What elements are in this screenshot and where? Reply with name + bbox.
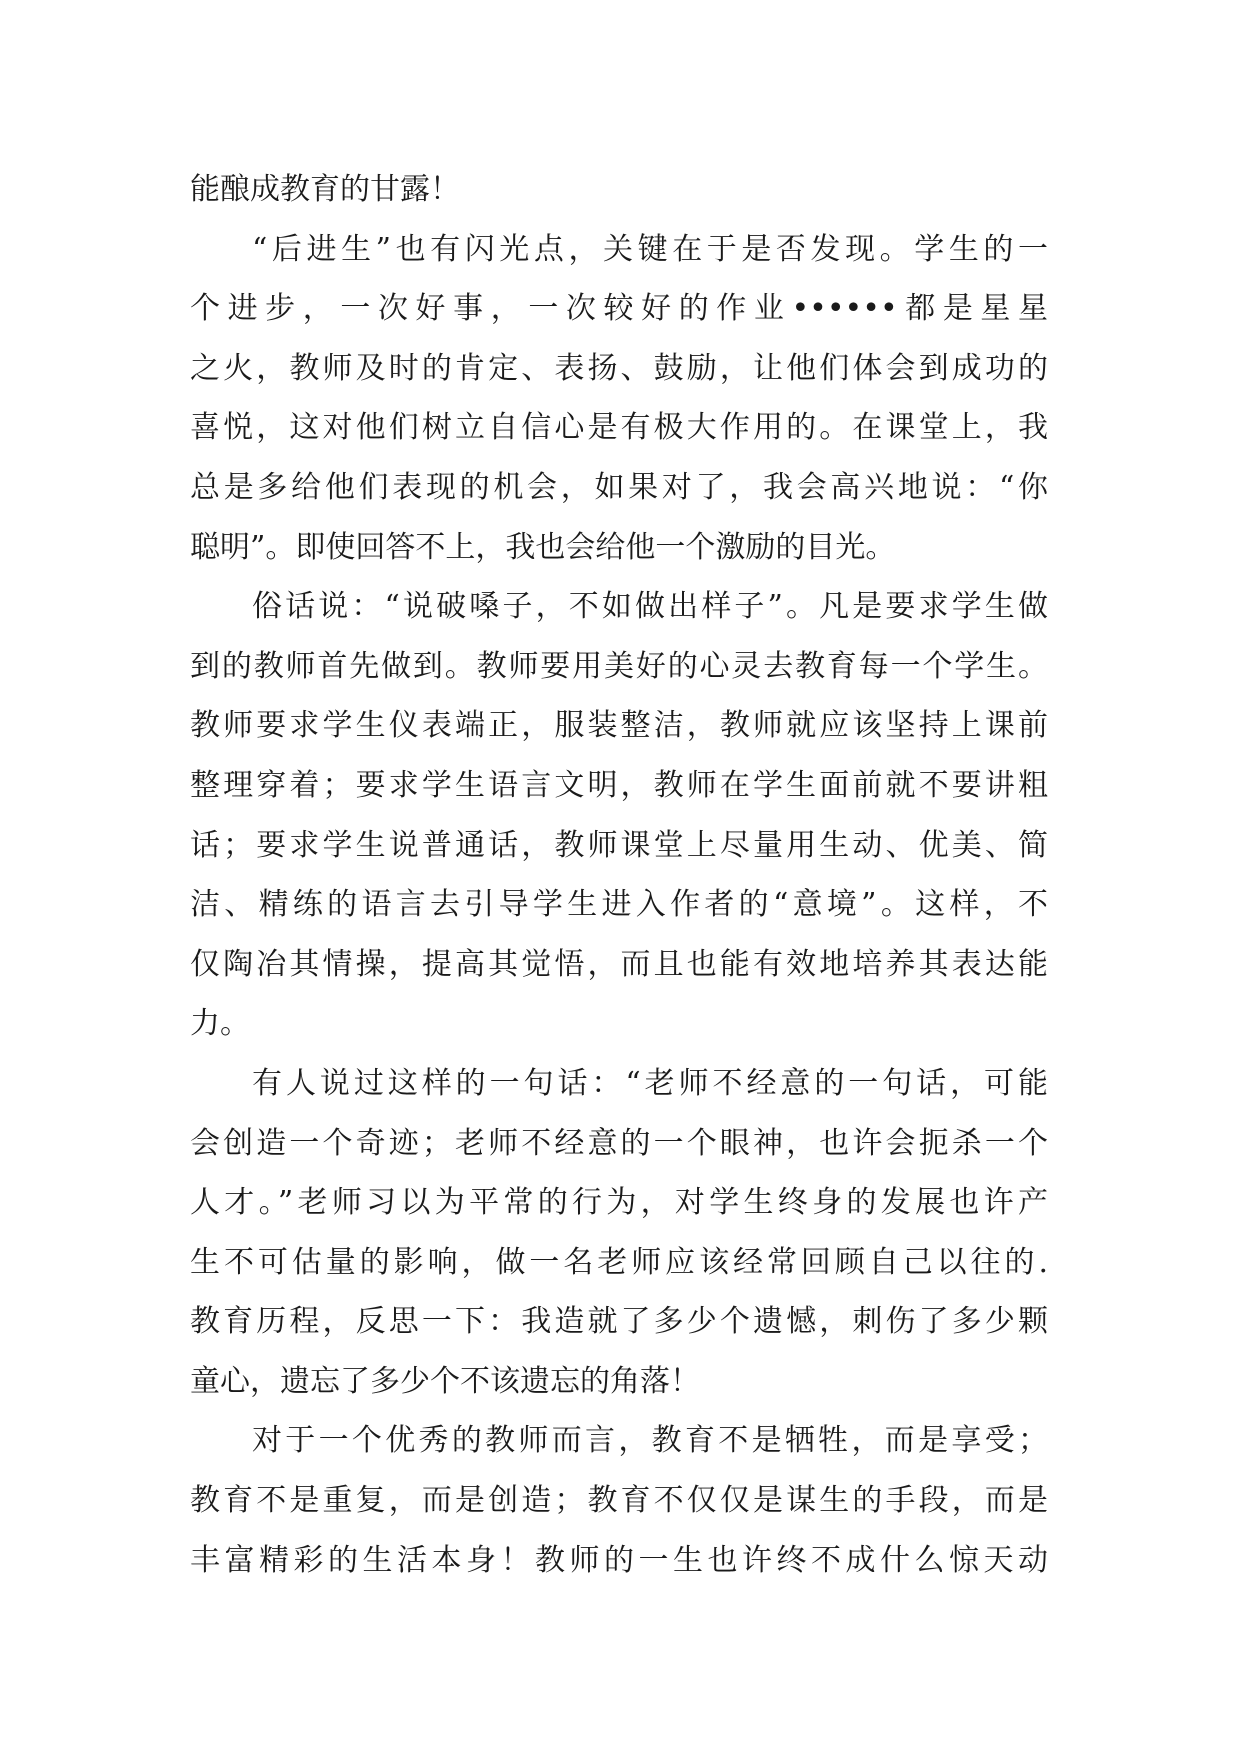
text-line: 丰富精彩的生活本身！教师的一生也许终不成什么惊天动 [190,1542,1048,1578]
paragraph-4 [190,1054,1048,1412]
text-line: 之火，教师及时的肯定、表扬、鼓励，让他们体会到成功的 [190,350,1048,386]
text-line: 教育历程，反思一下：我造就了多少个遗憾，刺伤了多少颗 [190,1304,1048,1340]
text-line: 对于一个优秀的教师而言，教育不是牺牲，而是享受； [252,1423,1048,1459]
text-line: 话；要求学生说普通话，教师课堂上尽量用生动、优美、简 [190,827,1048,863]
text-line: “后进生”也有闪光点，关键在于是否发现。学生的一 [252,231,1048,267]
text-line: 教师要求学生仪表端正，服装整洁，教师就应该坚持上课前 [190,708,1048,744]
text-line: 洁、精练的语言去引导学生进入作者的“意境”。这样，不 [190,887,1048,923]
text-line: 仅陶冶其情操，提高其觉悟，而且也能有效地培养其表达能 [190,946,1048,982]
paragraph-3 [190,577,1048,1054]
text-line: 力。 [190,1006,250,1042]
paragraph-5 [190,1411,1048,1590]
text-line: 童心，遗忘了多少个不该遗忘的角落！ [190,1363,700,1399]
text-line: 俗话说：“说破嗓子，不如做出样子”。凡是要求学生做 [252,589,1048,625]
paragraph-2 [190,220,1048,578]
text-line: 整理穿着；要求学生语言文明，教师在学生面前就不要讲粗 [190,767,1048,803]
text-line: 有人说过这样的一句话：“老师不经意的一句话，可能 [252,1065,1048,1101]
text-line: 人才。”老师习以为平常的行为，对学生终身的发展也许产 [190,1185,1048,1221]
text-line: 到的教师首先做到。教师要用美好的心灵去教育每一个学生。 [190,648,1048,684]
text-line: 聪明”。即使回答不上，我也会给他一个激励的目光。 [190,529,896,565]
text-line: 生不可估量的影响，做一名老师应该经常回顾自己以往的. [190,1244,1048,1280]
paragraph-1 [190,160,1048,220]
text-line: 会创造一个奇迹；老师不经意的一个眼神，也许会扼杀一个 [190,1125,1048,1161]
text-line: 喜悦，这对他们树立自信心是有极大作用的。在课堂上，我 [190,410,1048,446]
text-line: 总是多给他们表现的机会，如果对了，我会高兴地说：“你 [190,469,1048,505]
text-line: 能酿成教育的甘露！ [190,172,460,207]
text-line: 个进步，一次好事，一次较好的作业••••••都是星星 [190,291,1048,327]
document-body [190,160,1048,1590]
text-line: 教育不是重复，而是创造；教育不仅仅是谋生的手段，而是 [190,1483,1048,1519]
